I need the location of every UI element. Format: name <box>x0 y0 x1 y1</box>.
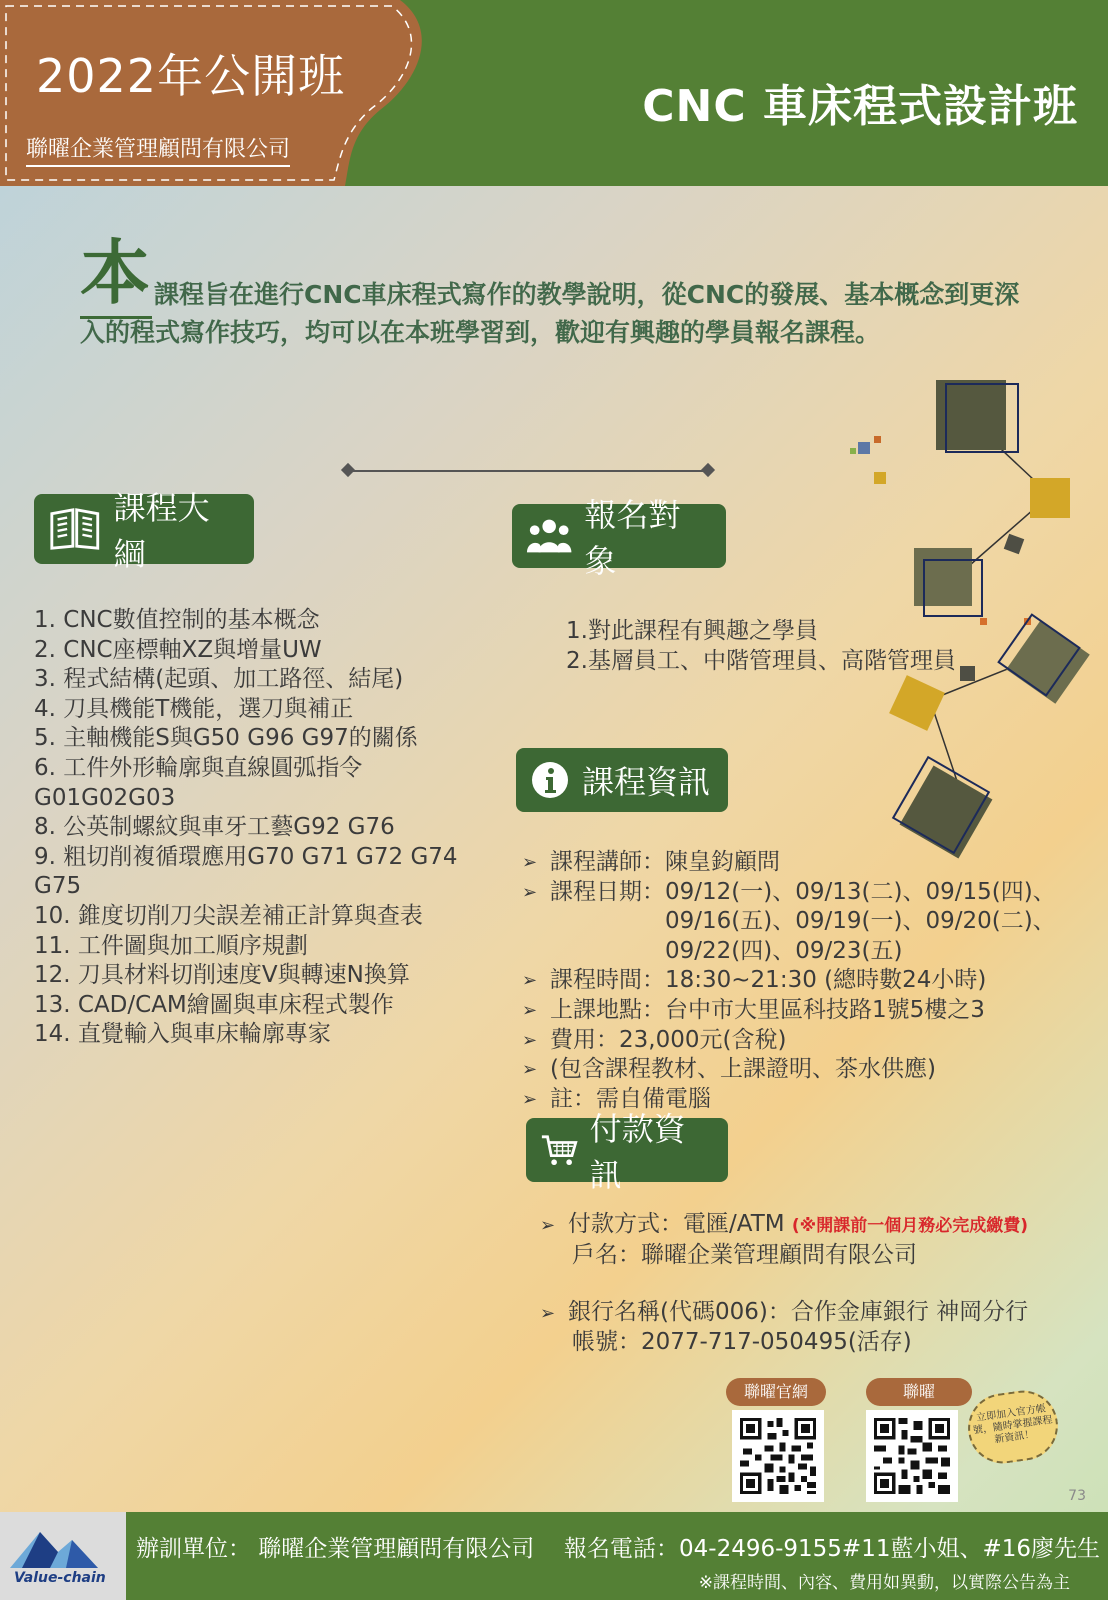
outline-item: 11. 工件圖與加工順序規劃 <box>34 932 308 959</box>
section-target-badge <box>512 496 726 580</box>
info-value: 09/12(一)、09/13(二)、09/15(四)、09/16(五)、09/19(一)、09/20(二)、09/22(四)、09/23(五) <box>665 878 1056 964</box>
info-label: 上課地點： <box>550 996 665 1023</box>
header-banner <box>0 0 1108 186</box>
qr-code-icon <box>740 1418 816 1494</box>
payment-deadline-note: (※開課前一個月務必完成繳費) <box>791 1216 1028 1236</box>
people-icon <box>526 517 572 555</box>
section-payment-title: 付款資訊 <box>589 1110 686 1194</box>
info-icon <box>530 760 570 800</box>
organizer-text: 辦訓單位： 聯曜企業管理顧問有限公司 <box>136 1536 535 1562</box>
footer-bar <box>0 1512 1108 1600</box>
info-item-includes: ➢ (包含課程教材、上課證明、茶水供應) <box>522 1055 1092 1085</box>
section-divider <box>348 470 708 472</box>
website-qr-label: 聯曜官網 <box>726 1378 826 1406</box>
company-name: 聯曜企業管理顧問有限公司 <box>26 132 290 167</box>
info-label: 費用： <box>550 1026 619 1053</box>
mountain-logo-icon <box>0 1512 126 1572</box>
info-value: 18:30~21:30 (總時數24小時) <box>665 967 987 994</box>
info-label: 課程講師： <box>550 849 665 875</box>
bank-name: 銀行名稱(代碼006)：合作金庫銀行 神岡分行 <box>568 1299 1029 1325</box>
info-value: 23,000元(含稅) <box>619 1026 787 1053</box>
info-value: 台中市大里區科技路1號5樓之3 <box>665 996 985 1023</box>
book-icon <box>48 507 102 551</box>
outline-item: 6. 工件外形輪廓與直線圓弧指令 G01G02G03 <box>34 754 363 811</box>
payment-method: 付款方式：電匯/ATM <box>568 1211 785 1237</box>
year-title: 2022年公開班 <box>36 49 346 103</box>
info-item-fee: ➢ 費用： 23,000元(含稅) <box>522 1026 1092 1056</box>
intro-paragraph: 課程旨在進行CNC車床程式寫作的教學說明，從CNC的發展、基本概念到更深入的程式寫作技巧，均可以在本班學習到，歡迎有興趣的學員報名課程。 <box>80 280 1020 347</box>
outline-list <box>34 606 484 1050</box>
join-line-callout: 立即加入官方帳號，隨時掌握課程新資訊！ <box>964 1386 1063 1468</box>
outline-item: 1. CNC數值控制的基本概念 <box>34 607 320 633</box>
outline-item: 10. 錐度切削刀尖誤差補正計算與查表 <box>34 902 423 929</box>
info-value: 陳皇鈞顧問 <box>665 849 780 875</box>
outline-item: 3. 程式結構(起頭、加工路徑、結尾) <box>34 666 404 693</box>
outline-item: 4. 刀具機能T機能，選刀與補正 <box>34 695 354 722</box>
shopping-cart-icon <box>540 1132 578 1168</box>
disclaimer-note: ※課程時間、內容、費用如異動，以實際公告為主 <box>698 1573 1070 1593</box>
section-outline-title: 課程大綱 <box>113 489 210 573</box>
info-value: 需自備電腦 <box>596 1085 711 1112</box>
target-item: 1.對此課程有興趣之學員 <box>566 618 818 644</box>
registration-phone: 報名電話：04-2496-9155#11藍小姐、#16廖先生 <box>564 1536 1101 1562</box>
section-info-badge <box>516 748 728 812</box>
info-item-time: ➢ 課程時間： 18:30~21:30 (總時數24小時) <box>522 966 1092 996</box>
section-payment-badge <box>526 1110 728 1194</box>
info-value: (包含課程教材、上課證明、茶水供應) <box>550 1056 936 1083</box>
info-label: 課程日期： <box>550 878 665 905</box>
website-qr-code[interactable] <box>732 1410 824 1502</box>
outline-item: 13. CAD/CAM繪圖與車床程式製作 <box>34 991 394 1018</box>
target-item: 2.基層員工、中階管理員、高階管理員 <box>566 648 956 674</box>
info-item-note: ➢ 註： 需自備電腦 <box>522 1085 1092 1115</box>
course-info-list <box>522 848 1092 1114</box>
outline-item: 14. 直覺輸入與車床輪廓專家 <box>34 1021 331 1048</box>
line-qr-label: 聯曜 <box>866 1378 972 1406</box>
section-target-title: 報名對象 <box>584 496 681 580</box>
bank-item: ➢ 銀行名稱(代碼006)：合作金庫銀行 神岡分行 帳號：2077-717-050495(活存) <box>540 1298 1100 1357</box>
value-chain-logo <box>0 1512 126 1600</box>
payment-list <box>540 1210 1100 1385</box>
outline-item: 8. 公英制螺紋與車牙工藝G92 G76 <box>34 814 395 841</box>
payment-method-item: ➢ 付款方式：電匯/ATM (※開課前一個月務必完成繳費) 戶名：聯曜企業管理顧問有限公司 <box>540 1210 1100 1270</box>
outline-item: 12. 刀具材料切削速度V與轉速N換算 <box>34 962 410 989</box>
logo-text: Value-chain <box>14 1570 106 1586</box>
outline-item: 5. 主軸機能S與G50 G96 G97的關係 <box>34 725 418 752</box>
outline-item: 2. CNC座標軸XZ與增量UW <box>34 636 322 663</box>
intro-drop-cap: 本 <box>80 231 150 314</box>
target-list <box>566 616 956 676</box>
qr-code-icon <box>874 1418 950 1494</box>
info-label: 課程時間： <box>550 967 665 994</box>
section-outline-badge <box>34 489 254 573</box>
outline-item: 9. 粗切削複循環應用G70 G71 G72 G74 G75 <box>34 843 458 900</box>
line-qr-code[interactable] <box>866 1410 958 1502</box>
info-item-dates: ➢ 課程日期： 09/12(一)、09/13(二)、09/15(四)、09/16(五)、09/19(一)、09/20(二)、09/22(四)、09/23(五) <box>522 878 1092 967</box>
info-item-location: ➢ 上課地點： 台中市大里區科技路1號5樓之3 <box>522 996 1092 1026</box>
info-item-instructor: ➢ 課程講師： 陳皇鈞顧問 <box>522 848 1092 878</box>
course-title: CNC 車床程式設計班 <box>642 81 1078 132</box>
account-number: 帳號：2077-717-050495(活存) <box>572 1329 912 1355</box>
section-info-title: 課程資訊 <box>582 763 711 801</box>
info-label: 註： <box>550 1085 596 1112</box>
account-name: 戶名：聯曜企業管理顧問有限公司 <box>572 1242 917 1268</box>
page-number: 73 <box>1068 1488 1086 1504</box>
